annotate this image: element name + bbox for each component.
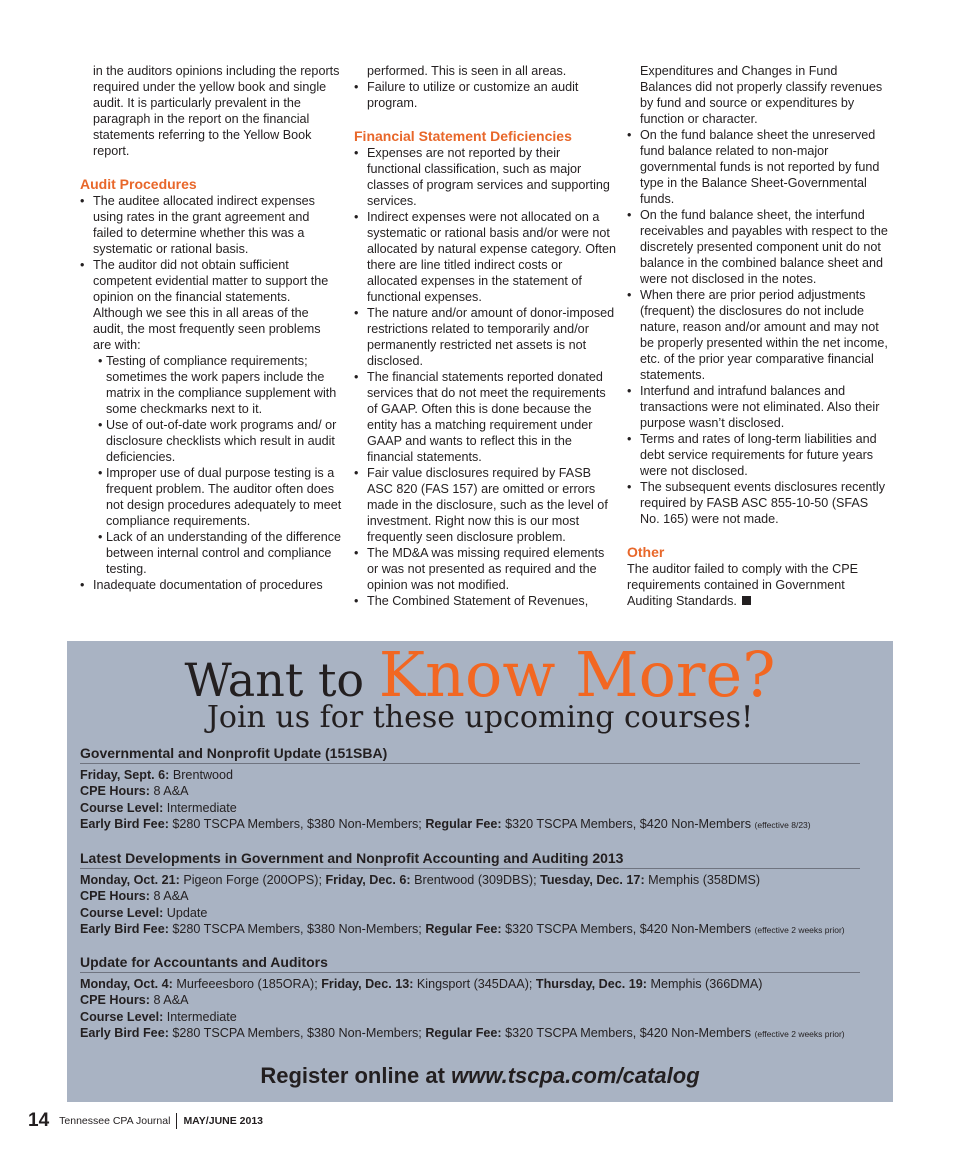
bullet-item: • When there are prior period adjustments (frequent) the disclosures do not include nature, reason and/or amount and may not be properly presented within the net income, etc. of the prior year comparative financial statements. bbox=[627, 287, 889, 383]
course-cpe: CPE Hours: 8 A&A bbox=[80, 784, 189, 799]
course-fees: Early Bird Fee: $280 TSCPA Members, $380 Non-Members; Regular Fee: $320 TSCPA Members, $420 Non-Members (effective 2 weeks prior) bbox=[80, 921, 845, 936]
course-cpe: CPE Hours: 8 A&A bbox=[80, 889, 189, 904]
bullet-item: • Terms and rates of long-term liabilities and debt service requirements for future years were not disclosed. bbox=[627, 431, 889, 479]
paragraph: in the auditors opinions including the reports required under the yellow book and single audit. It is particularly prevalent in the paragraph in the report on the financial statements referring to the Yellow Book report. bbox=[93, 64, 340, 158]
end-mark-icon bbox=[742, 596, 751, 605]
sub-bullet-item: • Lack of an understanding of the difference between internal control and compliance testing. bbox=[80, 529, 342, 577]
bullet-item: • Fair value disclosures required by FASB ASC 820 (FAS 157) are omitted or errors made in the disclosure, such as the level of investment. Right now this is our most frequently seen disclosure problem. bbox=[354, 465, 616, 545]
catalog-link[interactable]: www.tscpa.com/catalog bbox=[451, 1063, 700, 1088]
bullet-item: • Indirect expenses were not allocated on a systematic or rational basis and/or were not allocated by natural expense category. Often there are line titled indirect costs or allocated expenses in the statement of functional expenses. bbox=[354, 209, 616, 305]
bullet-item: • The nature and/or amount of donor-imposed restrictions related to temporarily and/or permanently restricted net assets is not disclosed. bbox=[354, 305, 616, 369]
bullet-item: • The MD&A was missing required elements or was not presented as required and the opinion was not modified. bbox=[354, 545, 616, 593]
promo-title bbox=[67, 638, 893, 711]
course-title: Update for Accountants and Auditors bbox=[80, 954, 860, 973]
journal-name: Tennessee CPA Journal bbox=[59, 1115, 171, 1127]
course-title: Latest Developments in Government and Nonprofit Accounting and Auditing 2013 bbox=[80, 850, 860, 869]
course-dates: Monday, Oct. 21: Pigeon Forge (200OPS); Friday, Dec. 6: Brentwood (309DBS); Tuesday, Dec. 17: Memphis (358DMS) bbox=[80, 873, 761, 888]
bullet-item: • The auditee allocated indirect expenses using rates in the grant agreement and failed to determine whether this was a systematic or rational basis. bbox=[80, 193, 342, 257]
paragraph: performed. This is seen in all areas. bbox=[367, 64, 567, 78]
promo-subtitle: Join us for these upcoming courses! bbox=[206, 700, 754, 735]
bullet-item: • Expenses are not reported by their functional classification, such as major classes of program services and supporting services. bbox=[354, 145, 616, 209]
course-fees: Early Bird Fee: $280 TSCPA Members, $380 Non-Members; Regular Fee: $320 TSCPA Members, $420 Non-Members (effective 2 weeks prior) bbox=[80, 1025, 845, 1040]
section-heading-audit-procedures: Audit Procedures bbox=[80, 176, 197, 192]
other-text: The auditor failed to comply with the CPE requirements contained in Government Auditing Standards. bbox=[627, 562, 858, 608]
article-column-3 bbox=[627, 63, 889, 609]
course-block bbox=[80, 850, 860, 938]
bullet-item: • The Combined Statement of Revenues, bbox=[354, 593, 616, 609]
article-column-1 bbox=[80, 63, 342, 593]
course-title: Governmental and Nonprofit Update (151SBA) bbox=[80, 745, 860, 764]
page-footer bbox=[28, 1110, 263, 1132]
course-dates: Friday, Sept. 6: Brentwood bbox=[80, 768, 234, 783]
bullet-item: • Failure to utilize or customize an audit program. bbox=[354, 79, 616, 111]
course-fees: Early Bird Fee: $280 TSCPA Members, $380 Non-Members; Regular Fee: $320 TSCPA Members, $420 Non-Members (effective 8/23) bbox=[80, 816, 811, 831]
course-level: Course Level: Intermediate bbox=[80, 800, 237, 815]
paragraph bbox=[627, 561, 889, 609]
bullet-item: • Interfund and intrafund balances and transactions were not eliminated. Also their purpose wasn’t disclosed. bbox=[627, 383, 889, 431]
course-block bbox=[80, 745, 860, 833]
promo-title-part-2: Know More? bbox=[378, 638, 776, 711]
bullet-item: • On the fund balance sheet, the interfund receivables and payables with respect to the discretely presented component unit do not balance in the combined balance sheet and were not disclosed in the notes. bbox=[627, 207, 889, 287]
courses-promo-box bbox=[67, 638, 893, 1102]
page-number: 14 bbox=[28, 1110, 50, 1131]
section-heading-financial-statement-deficiencies: Financial Statement Deficiencies bbox=[354, 128, 572, 144]
sub-bullet-item: • Testing of compliance requirements; sometimes the work papers include the matrix in the compliance supplement with some checkmarks next to it. bbox=[80, 353, 342, 417]
bullet-item: • The subsequent events disclosures recently required by FASB ASC 855-10-50 (SFAS No. 165) were not made. bbox=[627, 479, 889, 527]
issue-date: MAY/JUNE 2013 bbox=[183, 1115, 264, 1127]
promo-title-part-1: Want to bbox=[184, 653, 379, 707]
sub-bullet-item: • Use of out-of-date work programs and/ or disclosure checklists which result in audit deficiencies. bbox=[80, 417, 342, 465]
footer-divider bbox=[176, 1113, 177, 1129]
course-block bbox=[80, 954, 860, 1042]
bullet-item: • On the fund balance sheet the unreserved fund balance related to non-major governmental funds is not reported by fund type in the Balance Sheet-Governmental funds. bbox=[627, 127, 889, 207]
course-level: Course Level: Update bbox=[80, 905, 208, 920]
bullet-item: • The auditor did not obtain sufficient competent evidential matter to support the opinion on the financial statements. Although we see this in all areas of the audit, the most frequently seen problems are with: bbox=[80, 257, 342, 353]
register-line bbox=[67, 1063, 893, 1089]
section-heading-other: Other bbox=[627, 544, 665, 560]
article-column-2 bbox=[354, 63, 616, 609]
bullet-item: • The financial statements reported donated services that do not meet the requirements of GAAP. Often this is done because the entity has a matching requirement under GAAP and wants to reflect this in the financial statements. bbox=[354, 369, 616, 465]
course-level: Course Level: Intermediate bbox=[80, 1009, 237, 1024]
course-dates: Monday, Oct. 4: Murfeeesboro (185ORA); Friday, Dec. 13: Kingsport (345DAA); Thursday, Dec. 19: Memphis (366DMA) bbox=[80, 977, 763, 992]
bullet-item: • Inadequate documentation of procedures bbox=[80, 577, 342, 593]
paragraph: Expenditures and Changes in Fund Balances did not properly classify revenues by fund and source or expenditures by function or character. bbox=[640, 64, 883, 126]
register-text: Register online at bbox=[260, 1063, 452, 1088]
course-cpe: CPE Hours: 8 A&A bbox=[80, 993, 189, 1008]
sub-bullet-item: • Improper use of dual purpose testing is a frequent problem. The auditor often does not design procedures adequately to meet compliance requirements. bbox=[80, 465, 342, 529]
